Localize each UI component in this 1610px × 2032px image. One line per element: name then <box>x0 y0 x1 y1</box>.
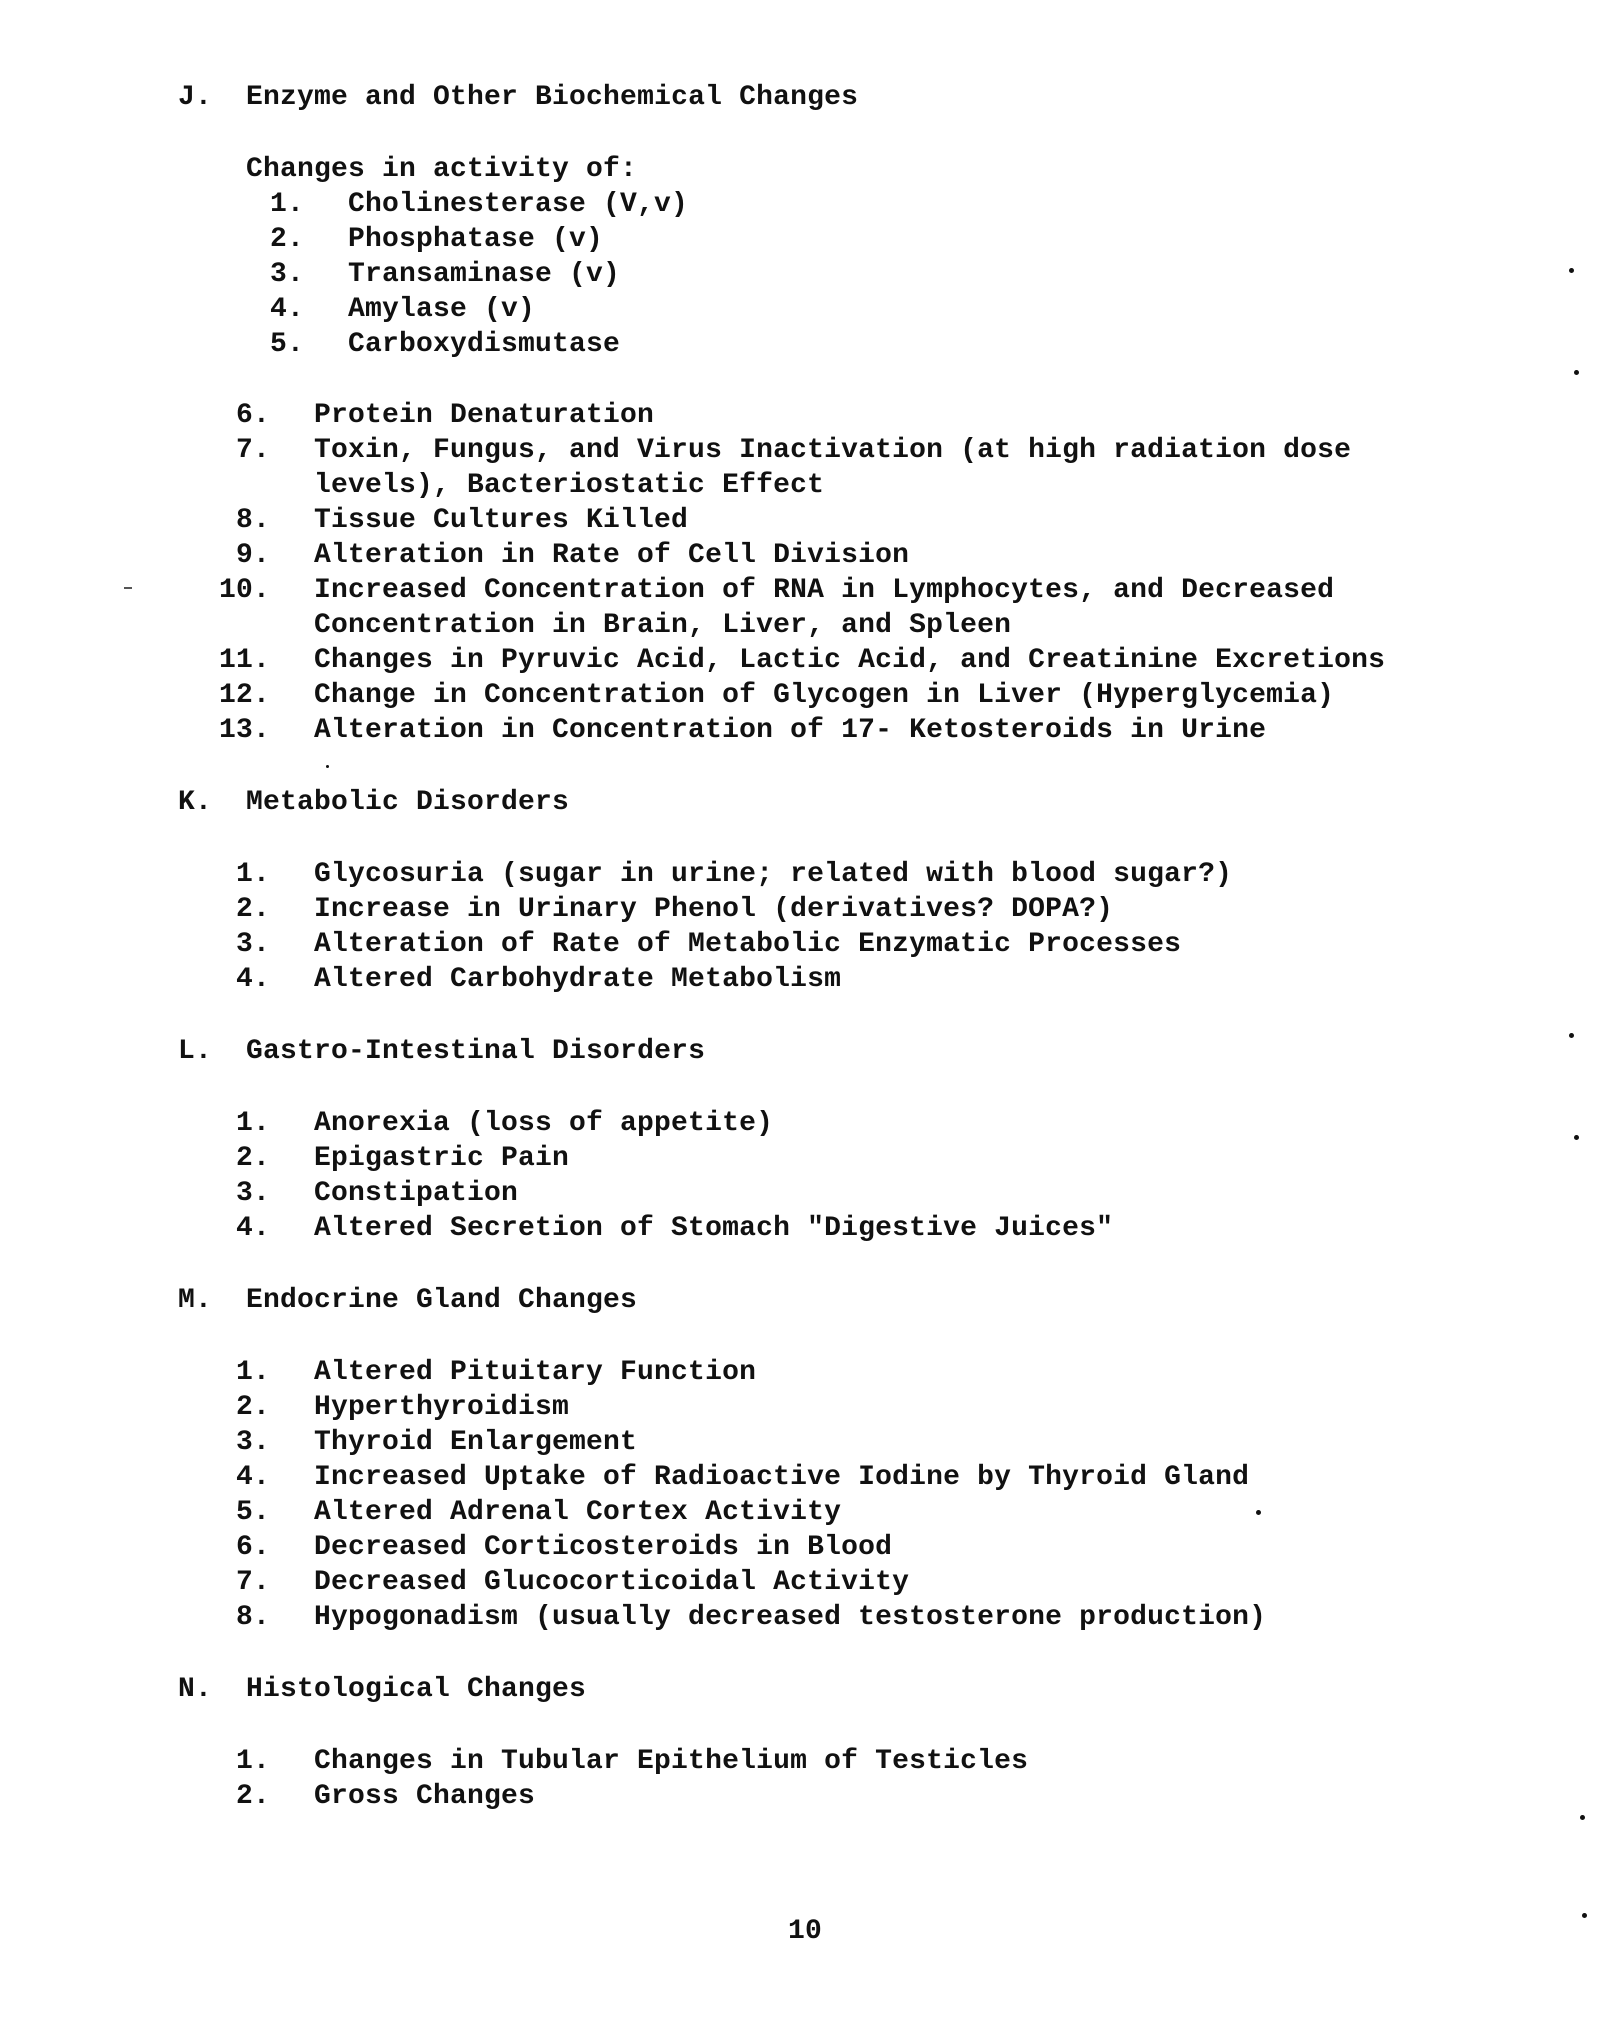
list-item-continuation: levels), Bacteriostatic Effect <box>314 470 825 501</box>
section-letter: N. <box>178 1674 213 1705</box>
scan-speck <box>1256 1510 1261 1515</box>
section-letter: K. <box>178 787 213 818</box>
scan-speck <box>1569 1033 1574 1038</box>
scan-speck <box>1574 370 1579 375</box>
section-title: Enzyme and Other Biochemical Changes <box>246 82 859 113</box>
scan-speck <box>1574 1135 1579 1140</box>
section-j-intro: Changes in activity of: <box>246 154 638 185</box>
scan-speck <box>1569 268 1574 273</box>
scan-speck <box>1582 1913 1587 1918</box>
scan-speck <box>1580 1815 1585 1820</box>
scan-speck <box>326 765 329 768</box>
section-title: Metabolic Disorders <box>246 787 570 818</box>
page-number: 10 <box>787 1916 822 1947</box>
section-title: Gastro-Intestinal Disorders <box>246 1036 706 1067</box>
section-letter: M. <box>178 1285 213 1316</box>
section-letter: J. <box>178 82 213 113</box>
section-title: Histological Changes <box>246 1674 587 1705</box>
scan-mark <box>124 587 132 589</box>
section-letter: L. <box>178 1036 213 1067</box>
section-title: Endocrine Gland Changes <box>246 1285 638 1316</box>
document-page: J. Enzyme and Other Biochemical Changes Changes in activity of: 1. Cholinesterase (V,v) 2. Phosphatase (v) 3. Transaminase (v) 4. Amylase (v) 5. Carboxydismutase 6. Protein Denaturation 7. Toxin, Fungus, and Virus Inactivation (at high radiation dose levels), Bacteriostatic Effect 8. Tissue Cultures Killed 9. Alteration in Rate of Cell Division 10. Increased Concentration of RNA in Lymphocytes, and Decreased Concentration in Brain, Liver, and Spleen 11. Changes in Pyruvic Acid, Lactic Acid, and Creatinine Excretions 12. Change in Concentration of Glycogen in Liver (Hyperglycemia) 13. Alteration in Concentration of 17- Ketosteroids in Urine K. Metabolic Disorders 1. Glycosuria (sugar in urine; related with blood sugar?) 2. Increase in Urinary Phenol (derivatives? DOPA?) 3. Alteration of Rate of Metabolic Enzymatic Processes 4. Altered Carbohydrate Metabolism L. Gastro-Intestinal Disorders 1. Anorexia (loss of appetite) 2. Epigastric Pain 3. Constipation 4. Altered Secretion of Stomach "Digestive Juices" M. Endocrine Gland Changes 1. Altered Pituitary Function 2. Hyperthyroidism 3. Thyroid Enlargement 4. Increased Uptake of Radioactive Iodine by Thyroid Gland 5. Altered Adrenal Cortex Activity 6. Decreased Corticosteroids in Blood 7. Decreased Glucocorticoidal Activity 8. Hypogonadism (usually decreased testosterone production) N. Histological Changes 1. Changes in Tubular Epithelium of Testicles 2. Gross Changes 10 <box>0 0 1610 2032</box>
list-item-continuation: Concentration in Brain, Liver, and Spleen <box>314 610 1012 641</box>
